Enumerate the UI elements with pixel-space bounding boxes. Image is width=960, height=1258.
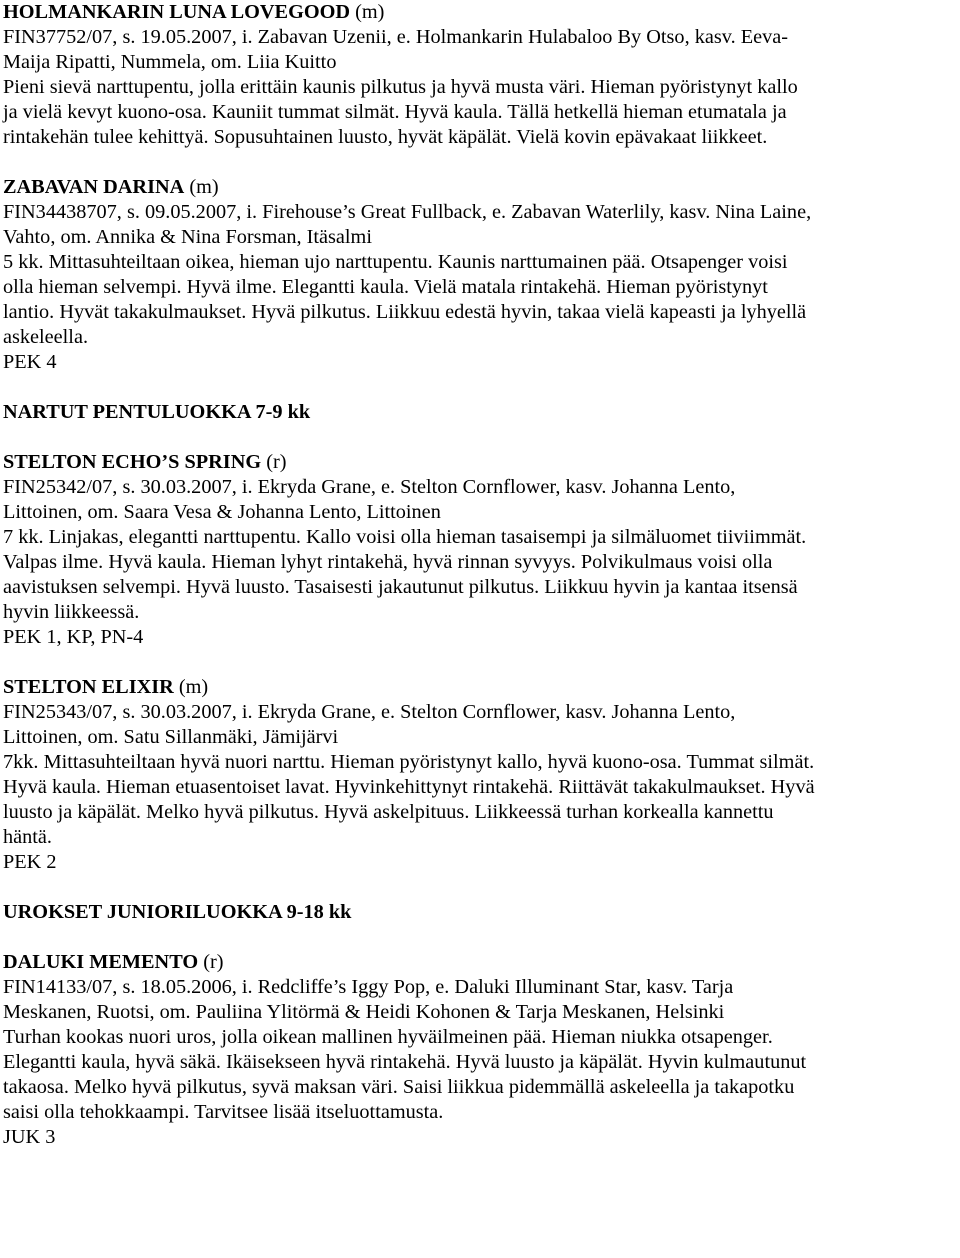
entry-line: FIN25343/07, s. 30.03.2007, i. Ekryda Grane, e. Stelton Cornflower, kasv. Johanna Lento, (3, 701, 736, 723)
dog-name: HOLMANKARIN LUNA LOVEGOOD (3, 1, 351, 23)
dog-entry-header (3, 175, 960, 200)
entry-line: rintakehän tulee kehittyä. Sopusuhtainen luusto, hyvät käpälät. Vielä kovin epävakaat liikkeet. (3, 126, 768, 148)
dog-entry-header (3, 675, 960, 700)
entry-line: luusto ja käpälät. Melko hyvä pilkutus. Hyvä askelpituus. Liikkeessä turhan korkealla kannettu (3, 801, 774, 823)
entry-result: PEK 1, KP, PN-4 (3, 626, 144, 648)
entry-line: 7kk. Mittasuhteiltaan hyvä nuori narttu. Hieman pyöristynyt kallo, hyvä kuono-osa. Tummat silmät. (3, 751, 815, 773)
entry-line: aavistuksen selvempi. Hyvä luusto. Tasaisesti jakautunut pilkutus. Liikkuu hyvin ja kantaa itsensä (3, 576, 798, 598)
entry-line: Turhan kookas nuori uros, jolla oikean mallinen hyväilmeinen pää. Hieman niukka otsapenger. (3, 1026, 773, 1048)
entry-line: FIN25342/07, s. 30.03.2007, i. Ekryda Grane, e. Stelton Cornflower, kasv. Johanna Lento, (3, 476, 736, 498)
dog-entry-header (3, 0, 960, 25)
entry-line: takaosa. Melko hyvä pilkutus, syvä maksan väri. Saisi liikkua pidemmällä askeleella ja takapotku (3, 1076, 795, 1098)
entry-line: Pieni sievä narttupentu, jolla erittäin kaunis pilkutus ja hyvä musta väri. Hieman pyöristynyt kallo (3, 76, 798, 98)
entry-line: FIN34438707, s. 09.05.2007, i. Firehouse’s Great Fullback, e. Zabavan Waterlily, kasv. Nina Laine, (3, 201, 812, 223)
entry-line: FIN14133/07, s. 18.05.2006, i. Redcliffe’s Iggy Pop, e. Daluki Illuminant Star, kasv. Tarja (3, 976, 734, 998)
entry-line: lantio. Hyvät takakulmaukset. Hyvä pilkutus. Liikkuu edestä hyvin, takaa vielä kapeasti ja lyhyellä (3, 301, 807, 323)
spacer (3, 925, 960, 950)
dog-name: STELTON ELIXIR (3, 676, 174, 698)
entry-line: Littoinen, om. Saara Vesa & Johanna Lento, Littoinen (3, 501, 441, 523)
entry-line: 7 kk. Linjakas, elegantti narttupentu. Kallo voisi olla hieman tasaisempi ja silmäluomet tiiviimmät. (3, 526, 807, 548)
entry-result: PEK 2 (3, 851, 57, 873)
spacer (3, 150, 960, 175)
entry-line: FIN37752/07, s. 19.05.2007, i. Zabavan Uzenii, e. Holmankarin Hulabaloo By Otso, kasv. Eeva- (3, 26, 788, 48)
entry-line: Valpas ilme. Hyvä kaula. Hieman lyhyt rintakehä, hyvä rinnan syvyys. Polvikulmaus voisi olla (3, 551, 773, 573)
entry-line: olla hieman selvempi. Hyvä ilme. Elegantti kaula. Vielä matala rintakehä. Hieman pyöristynyt (3, 276, 768, 298)
entry-line: häntä. (3, 826, 52, 848)
entry-line: hyvin liikkeessä. (3, 601, 140, 623)
dog-sex: (r) (203, 951, 224, 973)
dog-name: STELTON ECHO’S SPRING (3, 451, 262, 473)
entry-line: Vahto, om. Annika & Nina Forsman, Itäsalmi (3, 226, 372, 248)
entry-line: Littoinen, om. Satu Sillanmäki, Jämijärvi (3, 726, 339, 748)
dog-sex: (r) (266, 451, 287, 473)
dog-entry-header (3, 450, 960, 475)
spacer (3, 875, 960, 900)
entry-line: Meskanen, Ruotsi, om. Pauliina Ylitörmä & Heidi Kohonen & Tarja Meskanen, Helsinki (3, 1001, 725, 1023)
entry-line: saisi olla tehokkaampi. Tarvitsee lisää itseluottamusta. (3, 1101, 444, 1123)
entry-line: Hyvä kaula. Hieman etuasentoiset lavat. Hyvinkehittynyt rintakehä. Riittävät takakulmaukset. Hyvä (3, 776, 815, 798)
spacer (3, 375, 960, 400)
entry-line: 5 kk. Mittasuhteiltaan oikea, hieman ujo narttupentu. Kaunis narttumainen pää. Otsapenger voisi (3, 251, 788, 273)
dog-name: DALUKI MEMENTO (3, 951, 199, 973)
dog-sex: (m) (178, 676, 209, 698)
entry-line: Elegantti kaula, hyvä säkä. Ikäisekseen hyvä rintakehä. Hyvä luusto ja käpälät. Hyvin kulmautunut (3, 1051, 807, 1073)
class-heading: UROKSET JUNIORILUOKKA 9-18 kk (3, 901, 352, 923)
entry-line: askeleella. (3, 326, 89, 348)
class-heading: NARTUT PENTULUOKKA 7-9 kk (3, 401, 311, 423)
entry-result: PEK 4 (3, 351, 57, 373)
dog-sex: (m) (189, 176, 219, 198)
spacer (3, 425, 960, 450)
spacer (3, 650, 960, 675)
dog-name: ZABAVAN DARINA (3, 176, 185, 198)
entry-line: Maija Ripatti, Nummela, om. Liia Kuitto (3, 51, 337, 73)
entry-result: JUK 3 (3, 1126, 56, 1148)
dog-entry-header (3, 950, 960, 975)
dog-sex: (m) (355, 1, 385, 23)
entry-line: ja vielä kevyt kuono-osa. Kauniit tummat silmät. Hyvä kaula. Tällä hetkellä hieman etumatala ja (3, 101, 787, 123)
